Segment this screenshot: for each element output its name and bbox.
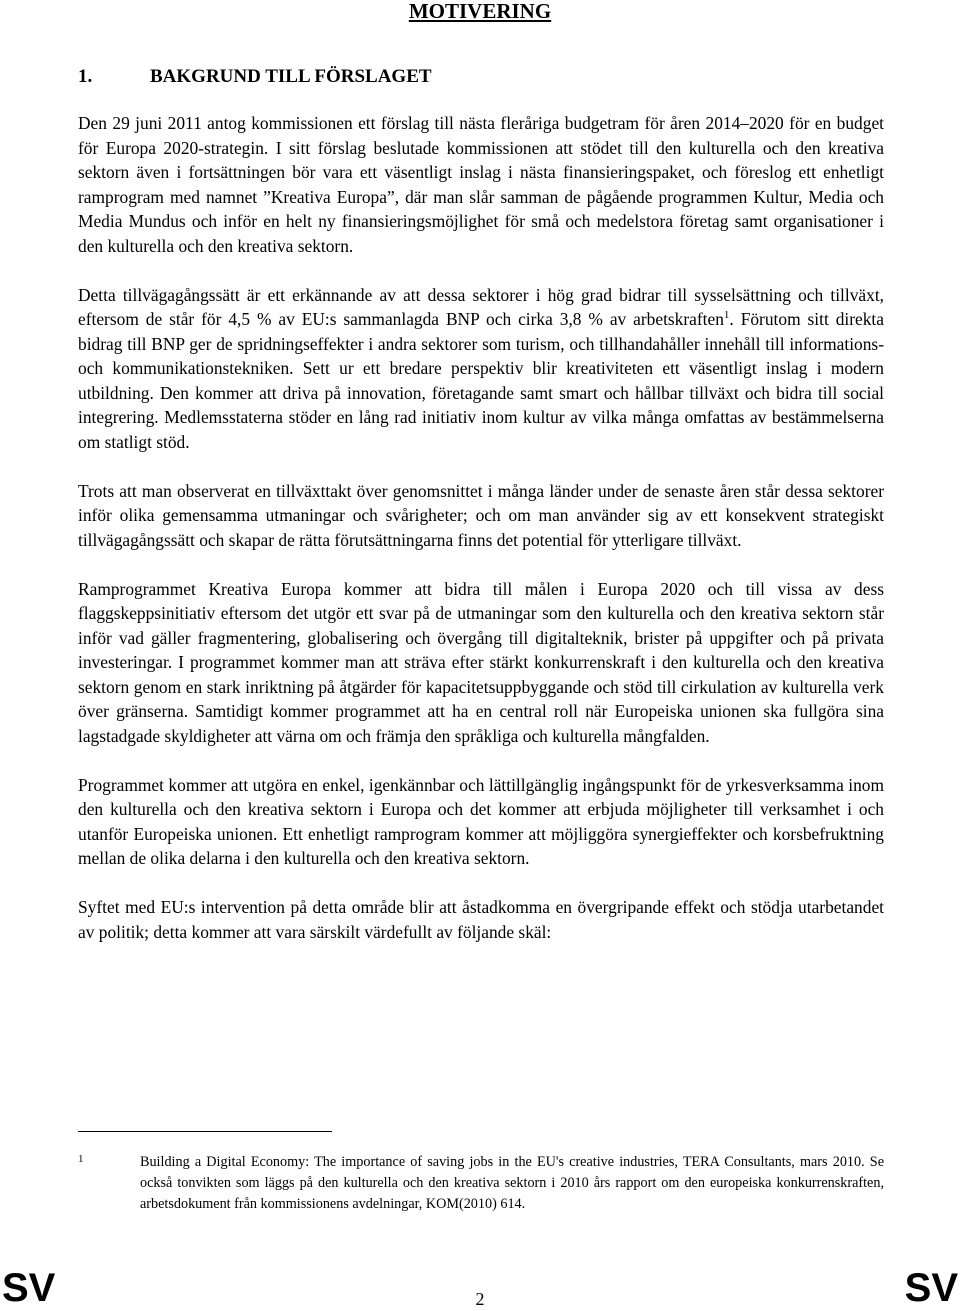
- paragraph-4: Ramprogrammet Kreativa Europa kommer att bidra till målen i Europa 2020 och till vissa av dess flaggskeppsinitiativ eftersom det utgör ett svar på de utmaningar som den kulturella och den kreativa sektorn står inför vad gäller fragmentering, globalisering och övergång till digitalteknik, brister på uppgifter och på privata investeringar. I programmet kommer man att sträva efter stärkt konkurrenskraft i den kulturella och den kreativa sektorn genom en stark inriktning på åtgärder för kapacitetsuppbyggande och stöd till cirkulation av kulturella verk över gränserna. Samtidigt kommer programmet att ha en central roll när Europeiska unionen ska fullgöra sina lagstadgade skyldigheter att värna om och främja den språkliga och kulturella mångfalden.: [78, 578, 884, 746]
- body-text: [78, 111, 884, 969]
- page-title: MOTIVERING: [408, 0, 552, 23]
- footnote-text: Building a Digital Economy: The importance of saving jobs in the EU's creative industries, TERA Consultants, mars 2010. Se också tonvikten som läggs på den kulturella och den kreativa sektorn i 2010 års rapport om den europeiska konkurrenskraften, arbetsdokument från kommissionens avdelningar, KOM(2010) 614.: [140, 1154, 884, 1212]
- paragraph-1: Den 29 juni 2011 antog kommissionen ett förslag till nästa fleråriga budgetram för åren 2014–2020 för en budget för Europa 2020-strategin. I sitt förslag beslutade kommissionen att stödet till den kulturella och den kreativa sektorn även i fortsättningen bör vara ett väsentligt inslag i nästa finansieringspaket, och föreslog ett enhetligt ramprogram med namnet ”Kreativa Europa”, där man slår samman de pågående programmen Kultur, Media och Media Mundus och inför en helt ny finansieringsmöjlighet för små och medelstora företag samt organisationer i den kulturella och den kreativa sektorn.: [78, 113, 884, 256]
- paragraph-3: Trots att man observerat en tillväxttakt över genomsnittet i många länder under de senaste åren står dessa sektorer inför olika gemensamma utmaningar och svårigheter; och om man använder sig av ett konsekvent strategiskt tillvägagångssätt och skapar de rätta förutsättningarna finns det potential för ytterligare tillväxt.: [78, 480, 884, 550]
- paragraph-2-text-after: . Förutom sitt direkta bidrag till BNP ger de spridningseffekter i andra sektorer som turism, och tillhandahåller innehåll till informations- och kommunikationstekniken. Sett ur ett bredare perspektiv blir kreativiteten ett väsentligt inslag i modern utbildning. Den kommer att driva på innovation, företagande samt smart och hållbar tillväxt och bidra till social integrering. Medlemsstaterna stöder en lång rad initiativ inom kultur av vilka många omfattas av bestämmelserna om statligt stöd.: [78, 309, 884, 452]
- section-heading: [78, 65, 432, 89]
- paragraph-6: Syftet med EU:s intervention på detta område blir att åstadkomma en övergripande effekt och stödja utarbetandet av politik; detta kommer att vara särskilt värdefullt av följande skäl:: [78, 897, 884, 942]
- paragraph-2-text-before: Detta tillvägagångssätt är ett erkännande av att dessa sektorer i hög grad bidrar till sysselsättning och tillväxt, eftersom de står för 4,5 % av EU:s sammanlagda BNP och cirka 3,8 % av arbetskraften: [78, 284, 884, 329]
- section-heading-text: BAKGRUND TILL FÖRSLAGET: [150, 66, 432, 87]
- footnote-number: 1: [78, 1153, 84, 1165]
- footnote-reference[interactable]: 1: [723, 309, 730, 322]
- page-number: 2: [475, 1289, 485, 1309]
- footnote-separator: [78, 1131, 332, 1132]
- section-number: 1.: [78, 66, 93, 87]
- paragraph-5: Programmet kommer att utgöra en enkel, igenkännbar och lättillgänglig ingångspunkt för de yrkesverksamma inom den kulturella och den kreativa sektorn i Europa och det kommer att erbjuda möjligheter till verksamhet i och utanför Europeiska unionen. Ett enhetligt ramprogram kommer att möjliggöra synergieffekter och korsbefruktning mellan de olika delarna i den kulturella och den kreativa sektorn.: [78, 774, 884, 868]
- paragraph-2: [78, 283, 884, 455]
- language-code-left: SV: [2, 1266, 56, 1310]
- language-code-right: SV: [904, 1266, 958, 1310]
- footnote: [78, 1152, 884, 1215]
